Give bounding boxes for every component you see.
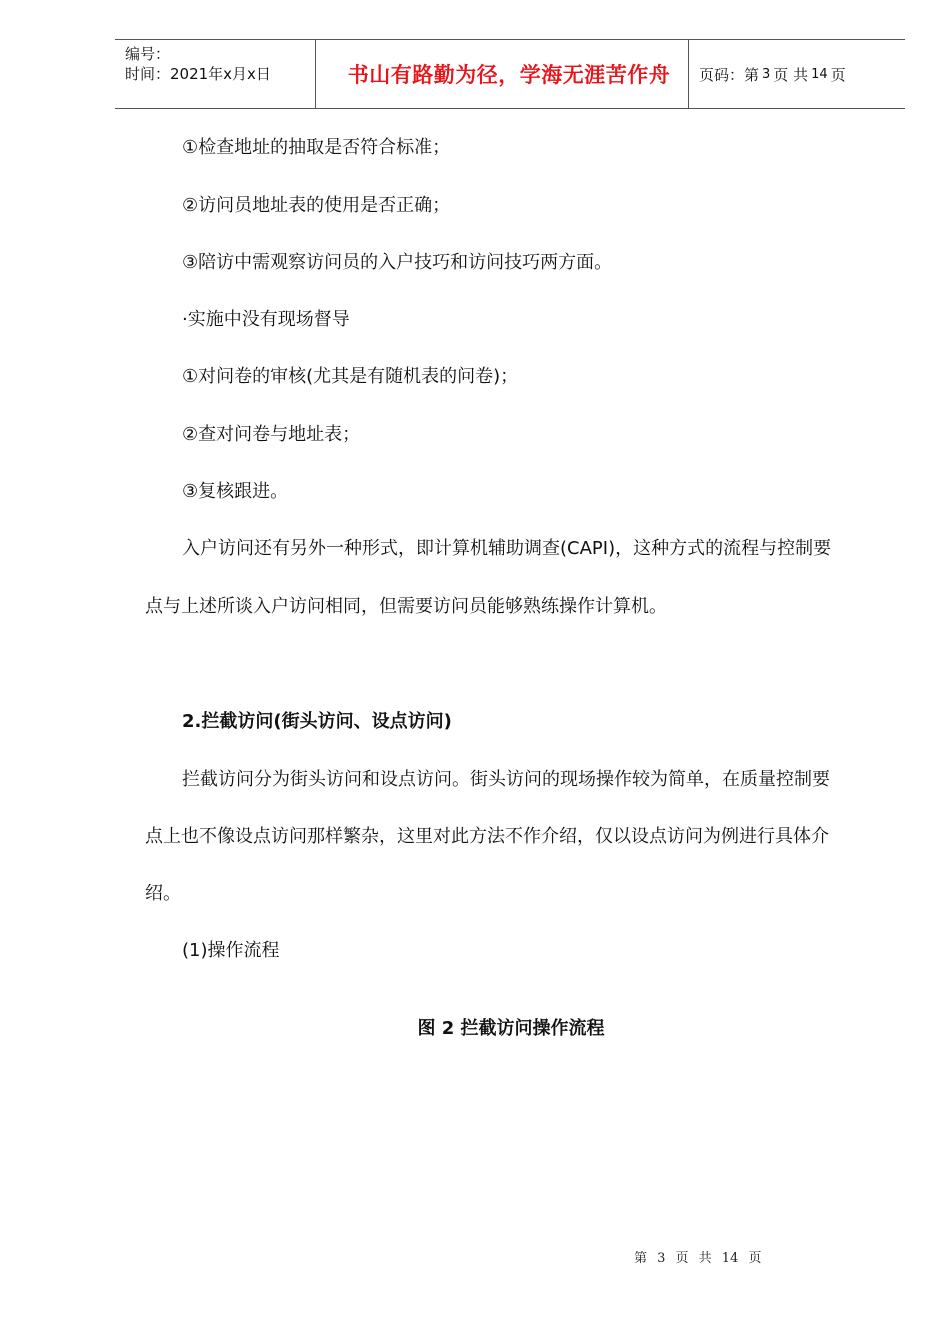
- header-motto-cell: [316, 40, 689, 108]
- figure-caption: 图 2 拦截访问操作流程: [417, 1018, 605, 1039]
- paragraph-capi-line2: 点与上述所谈入户访问相同，但需要访问员能够熟练操作计算机。: [145, 596, 667, 617]
- code-label: 编号：: [125, 45, 171, 63]
- paragraph-operation-flow: (1)操作流程: [182, 940, 280, 961]
- page-header: [115, 39, 905, 109]
- page-mid: 页 共: [773, 65, 809, 84]
- page-suffix: 页: [830, 65, 846, 84]
- paragraph-check-address: ①检查地址的抽取是否符合标准；: [182, 137, 451, 158]
- section-heading: 2.拦截访问(街头访问、设点访问): [182, 711, 452, 732]
- paragraph-no-supervision: ·实施中没有现场督导: [182, 309, 350, 330]
- paragraph-capi-line1: 入户访问还有另外一种形式，即计算机辅助调查(CAPI)，这种方式的流程与控制要: [182, 538, 832, 559]
- header-motto: 书山有路勤为径，学海无涯苦作舟: [347, 62, 671, 87]
- paragraph-accompany-visit: ③陪访中需观察访问员的入户技巧和访问技巧两方面。: [182, 252, 613, 273]
- time-label: 时间：2021年x月x日: [125, 65, 271, 83]
- page-label: 页码：第: [699, 65, 760, 84]
- page-total: 14: [811, 66, 828, 82]
- paragraph-intercept-line2: 点上也不像设点访问那样繁杂，这里对此方法不作介绍，仅以设点访问为例进行具体介: [145, 826, 829, 847]
- paragraph-address-table: ②访问员地址表的使用是否正确；: [182, 195, 451, 216]
- paragraph-intercept-line3: 绍。: [145, 883, 181, 904]
- page-footer: 第 3 页 共 14 页: [634, 1251, 762, 1266]
- paragraph-check-questionnaire: ②查对问卷与地址表；: [182, 424, 361, 445]
- paragraph-questionnaire-review: ①对问卷的审核(尤其是有随机表的问卷)；: [182, 366, 519, 387]
- header-meta-cell: [115, 40, 316, 108]
- header-page-cell: [689, 40, 905, 108]
- paragraph-intercept-line1: 拦截访问分为街头访问和设点访问。街头访问的现场操作较为简单，在质量控制要: [182, 769, 830, 790]
- page-current: 3: [762, 66, 771, 82]
- paragraph-follow-up: ③复核跟进。: [182, 481, 289, 502]
